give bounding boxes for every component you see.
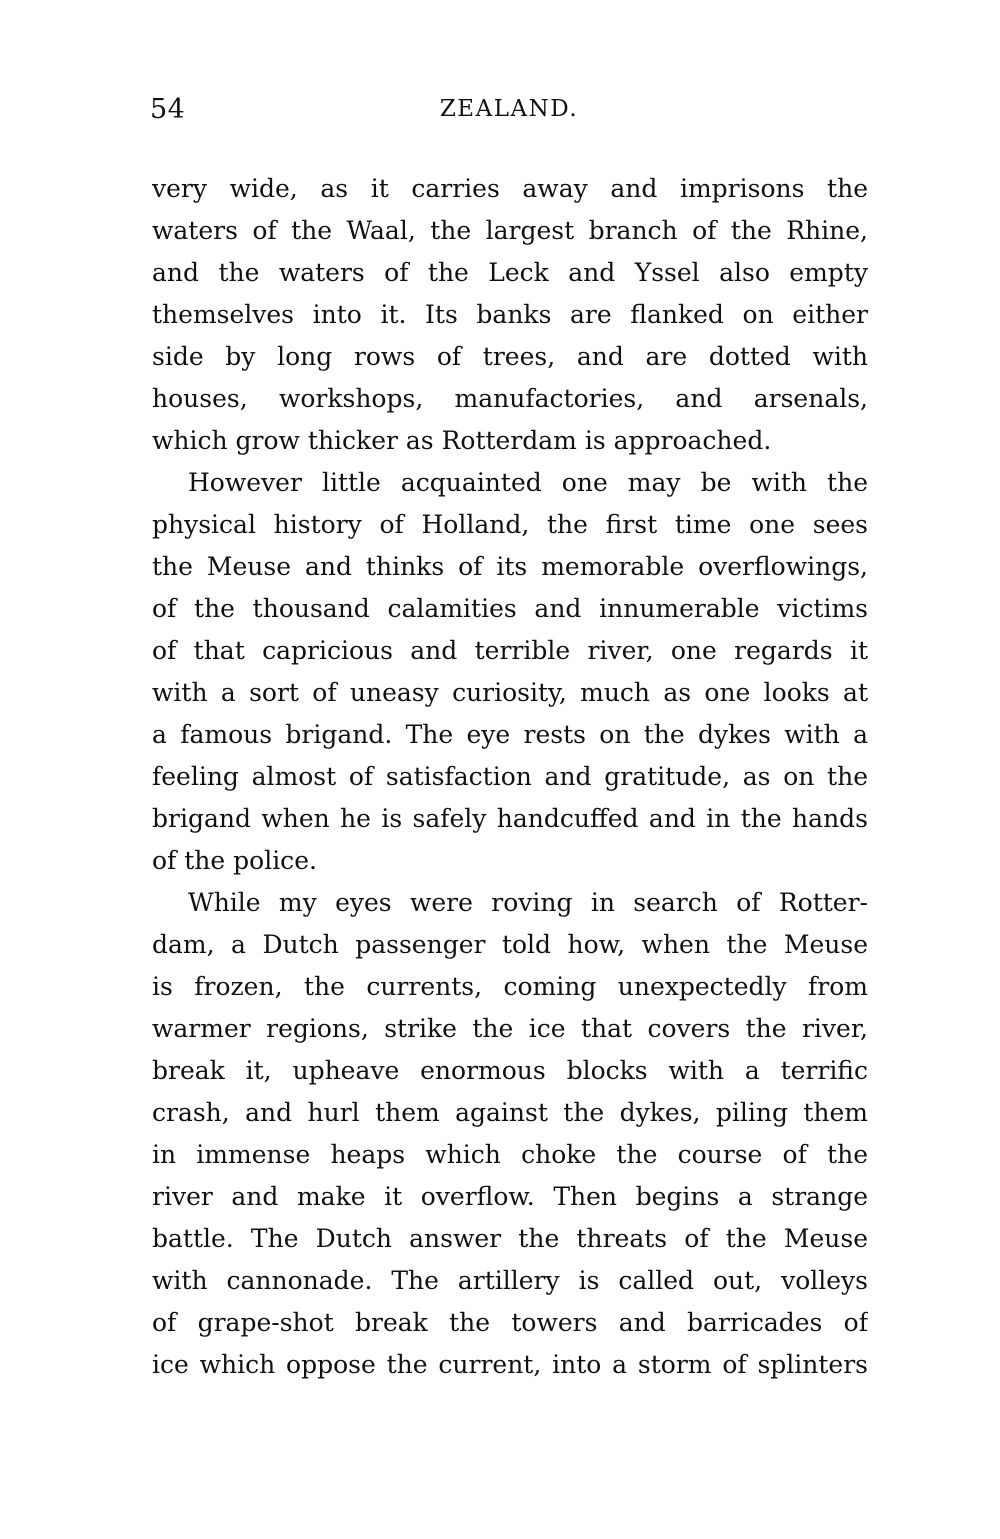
text-line: with cannonade. The artillery is called out, volleys [152, 1266, 868, 1295]
text-line: brigand when he is safely handcuffed and in the hands [152, 804, 868, 833]
text-line: houses, workshops, manufactories, and arsenals, [152, 384, 868, 413]
text-line: a famous brigand. The eye rests on the dykes with a [152, 720, 868, 749]
text-line: very wide, as it carries away and imprisons the [152, 174, 868, 203]
body-text [152, 168, 868, 1386]
text-line: ice which oppose the current, into a storm of splinters [152, 1350, 868, 1379]
text-line: warmer regions, strike the ice that covers the river, [152, 1014, 868, 1043]
text-line: which grow thicker as Rotterdam is approached. [152, 426, 772, 455]
text-line: and the waters of the Leck and Yssel also empty [152, 258, 868, 287]
text-line: the Meuse and thinks of its memorable overflowings, [152, 552, 868, 581]
text-line: side by long rows of trees, and are dotted with [152, 342, 868, 371]
text-line: While my eyes were roving in search of Rotter- [188, 888, 868, 917]
paragraph [152, 168, 868, 462]
text-line: waters of the Waal, the largest branch of the Rhine, [152, 216, 868, 245]
text-line: battle. The Dutch answer the threats of the Meuse [152, 1224, 868, 1253]
text-line: with a sort of uneasy curiosity, much as one looks at [152, 678, 868, 707]
text-line: in immense heaps which choke the course of the [152, 1140, 868, 1169]
page-header [150, 94, 868, 134]
text-line: of grape-shot break the towers and barricades of [152, 1308, 868, 1337]
text-line: crash, and hurl them against the dykes, piling them [152, 1098, 868, 1127]
text-line: is frozen, the currents, coming unexpectedly from [152, 972, 868, 1001]
page-number: 54 [150, 94, 186, 125]
running-head: ZEALAND. [439, 96, 579, 122]
text-line: themselves into it. Its banks are flanked on either [152, 300, 868, 329]
text-line: break it, upheave enormous blocks with a terrific [152, 1056, 868, 1085]
text-line: feeling almost of satisfaction and gratitude, as on the [152, 762, 868, 791]
text-line: of the thousand calamities and innumerable victims [152, 594, 868, 623]
text-line: However little acquainted one may be with the [188, 468, 868, 497]
paragraph [152, 462, 868, 882]
text-line: of the police. [152, 846, 317, 875]
paragraph [152, 882, 868, 1386]
text-line: dam, a Dutch passenger told how, when the Meuse [152, 930, 868, 959]
text-line: physical history of Holland, the first time one sees [152, 510, 868, 539]
text-line: of that capricious and terrible river, one regards it [152, 636, 868, 665]
text-line: river and make it overflow. Then begins a strange [152, 1182, 868, 1211]
